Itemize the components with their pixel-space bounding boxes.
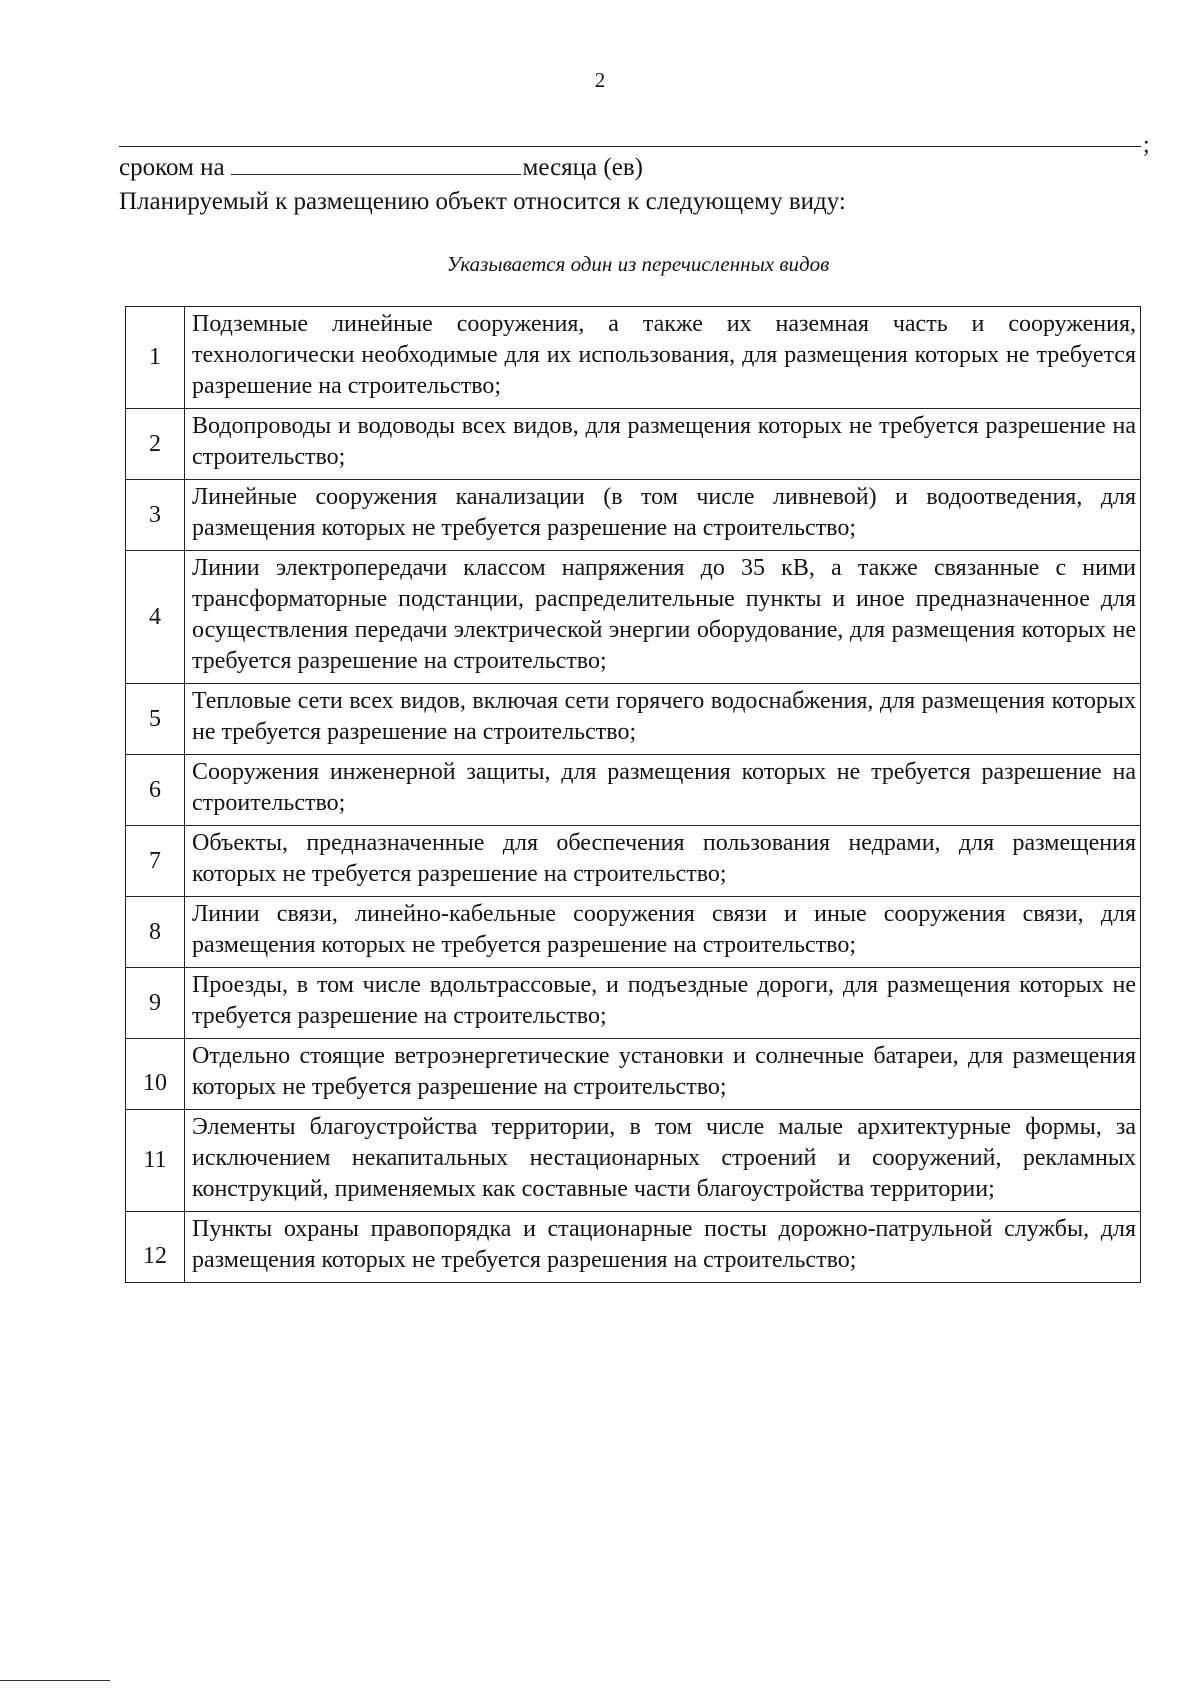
row-description: Линейные сооружения канализации (в том числе ливневой) и водоотведения, для размещения которых не требуется разрешение на строительство;	[185, 480, 1141, 551]
term-blank-field	[231, 152, 521, 175]
row-number: 5	[126, 684, 185, 755]
row-description: Пункты охраны правопорядка и стационарные посты дорожно-патрульной службы, для размещения которых не требуется разрешения на строительство;	[185, 1212, 1141, 1283]
row-description: Элементы благоустройства территории, в том числе малые архитектурные формы, за исключением некапитальных нестационарных строений и сооружений, рекламных конструкций, применяемых как составные части благоустройства территории;	[185, 1110, 1141, 1212]
footnote-separator	[0, 1680, 110, 1681]
page-number: 2	[594, 68, 606, 92]
row-number: 6	[126, 755, 185, 826]
term-suffix: месяца (ев)	[522, 154, 643, 181]
row-number: 1	[126, 307, 185, 409]
table-row	[126, 480, 1141, 551]
instruction-note: Указывается один из перечисленных видов	[446, 252, 830, 276]
table-row	[126, 1110, 1141, 1212]
table-row	[126, 1039, 1141, 1110]
row-number: 9	[126, 968, 185, 1039]
term-line	[119, 152, 643, 182]
row-number: 8	[126, 897, 185, 968]
intro-text: Планируемый к размещению объект относится к следующему виду:	[119, 188, 846, 215]
table-row	[126, 551, 1141, 684]
row-description: Сооружения инженерной защиты, для размещения которых не требуется разрешение на строительство;	[185, 755, 1141, 826]
table-row	[126, 968, 1141, 1039]
row-number: 10	[126, 1039, 185, 1110]
table-row	[126, 755, 1141, 826]
row-description: Линии электропередачи классом напряжения до 35 кВ, а также связанные с ними трансформаторные подстанции, распределительные пункты и иное предназначенное для осуществления передачи электрической энергии оборудование, для размещения которых не требуется разрешение на строительство;	[185, 551, 1141, 684]
row-description: Проезды, в том числе вдольтрассовые, и подъездные дороги, для размещения которых не требуется разрешение на строительство;	[185, 968, 1141, 1039]
row-number: 3	[126, 480, 185, 551]
table-row	[126, 897, 1141, 968]
table-row	[126, 684, 1141, 755]
row-number: 2	[126, 409, 185, 480]
row-description: Подземные линейные сооружения, а также их наземная часть и сооружения, технологически необходимые для их использования, для размещения которых не требуется разрешение на строительство;	[185, 307, 1141, 409]
row-description: Водопроводы и водоводы всех видов, для размещения которых не требуется разрешение на строительство;	[185, 409, 1141, 480]
row-description: Отдельно стоящие ветроэнергетические установки и солнечные батареи, для размещения которых не требуется разрешение на строительство;	[185, 1039, 1141, 1110]
table-row	[126, 1212, 1141, 1283]
row-number: 12	[126, 1212, 185, 1283]
term-prefix: сроком на	[119, 154, 225, 181]
table-row	[126, 307, 1141, 409]
object-types-table	[125, 306, 1141, 1283]
row-number: 7	[126, 826, 185, 897]
row-number: 4	[126, 551, 185, 684]
table-row	[126, 409, 1141, 480]
blank-fill-line	[119, 146, 1141, 147]
row-description: Тепловые сети всех видов, включая сети горячего водоснабжения, для размещения которых не требуется разрешение на строительство;	[185, 684, 1141, 755]
row-description: Объекты, предназначенные для обеспечения пользования недрами, для размещения которых не требуется разрешение на строительство;	[185, 826, 1141, 897]
row-description: Линии связи, линейно-кабельные сооружения связи и иные сооружения связи, для размещения которых не требуется разрешение на строительство;	[185, 897, 1141, 968]
row-number: 11	[126, 1110, 185, 1212]
line-end-semicolon: ;	[1143, 132, 1150, 158]
table-row	[126, 826, 1141, 897]
